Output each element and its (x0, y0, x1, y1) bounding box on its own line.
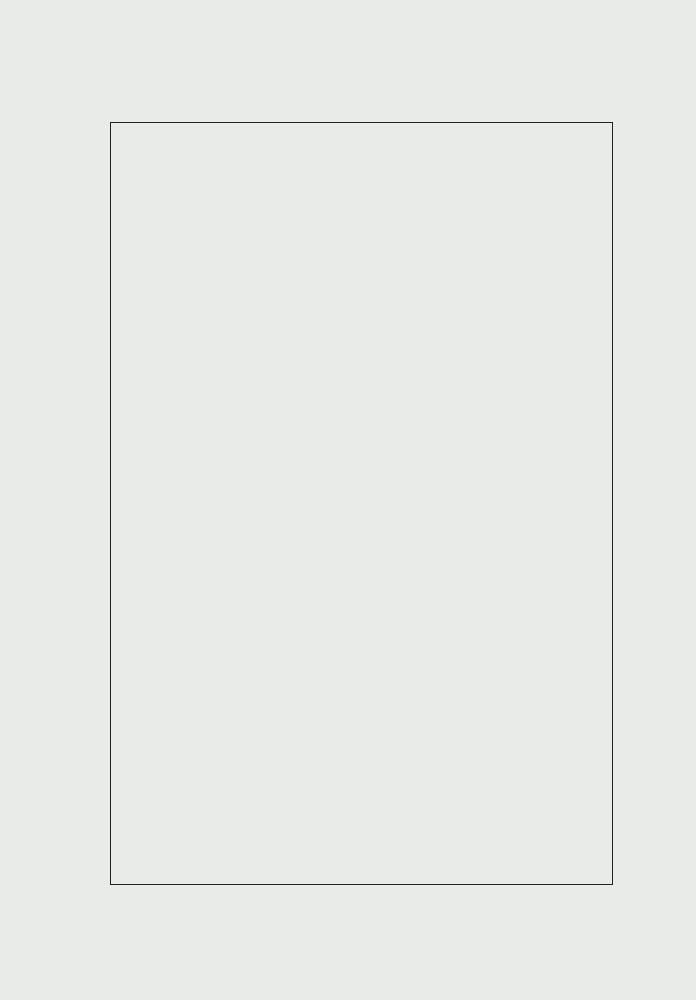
genealogy-table (110, 122, 613, 885)
